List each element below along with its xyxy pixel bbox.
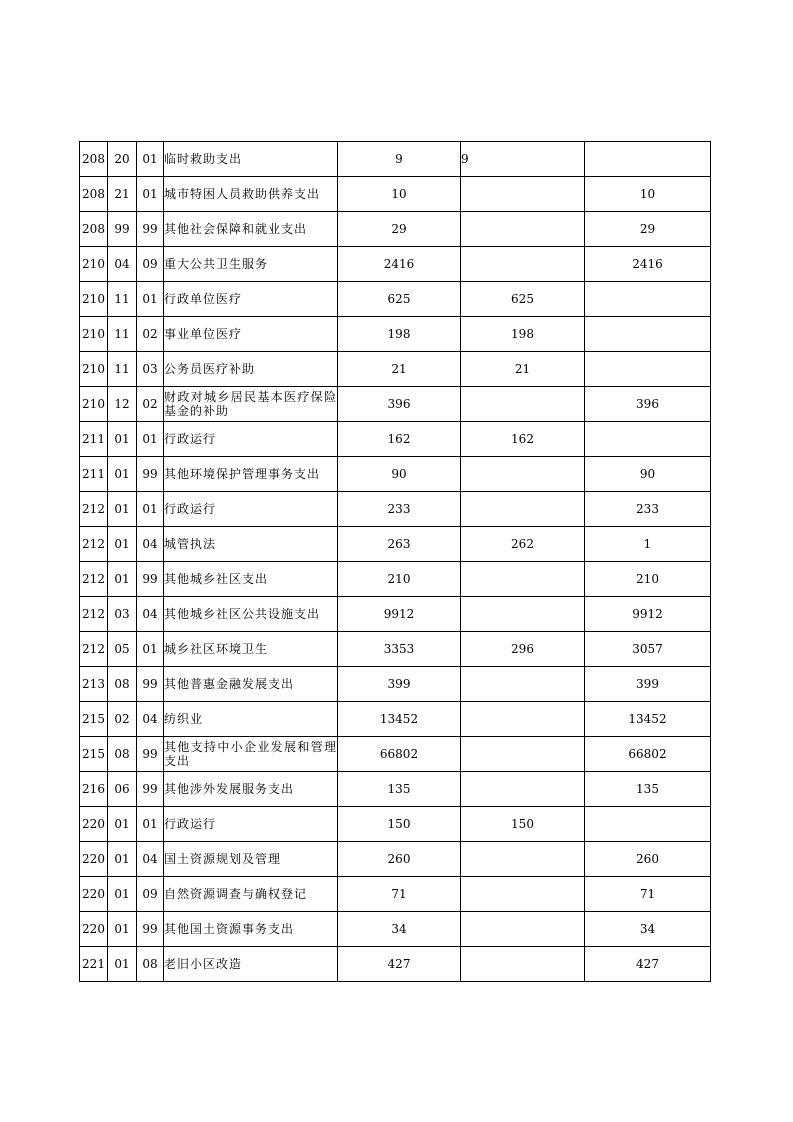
- basic-expenditure-cell: 162: [461, 422, 585, 457]
- section-code-cell: 01: [108, 562, 137, 597]
- section-code-cell: 03: [108, 597, 137, 632]
- total-amount-cell: 150: [338, 807, 461, 842]
- project-expenditure-cell: [585, 352, 711, 387]
- subject-name-cell: 行政运行: [164, 422, 338, 457]
- class-code-cell: 215: [80, 737, 108, 772]
- table-row: [80, 212, 711, 247]
- item-code-cell: 01: [137, 807, 164, 842]
- project-expenditure-cell: 210: [585, 562, 711, 597]
- table-row: [80, 422, 711, 457]
- item-code-cell: 01: [137, 632, 164, 667]
- section-code-cell: 21: [108, 177, 137, 212]
- section-code-cell: 01: [108, 422, 137, 457]
- class-code-cell: 211: [80, 422, 108, 457]
- total-amount-cell: 162: [338, 422, 461, 457]
- class-code-cell: 212: [80, 632, 108, 667]
- project-expenditure-cell: 10: [585, 177, 711, 212]
- subject-name-cell: 国土资源规划及管理: [164, 842, 338, 877]
- total-amount-cell: 135: [338, 772, 461, 807]
- project-expenditure-cell: 71: [585, 877, 711, 912]
- project-expenditure-cell: [585, 422, 711, 457]
- subject-name-cell: 其他环境保护管理事务支出: [164, 457, 338, 492]
- item-code-cell: 04: [137, 842, 164, 877]
- basic-expenditure-cell: [461, 597, 585, 632]
- class-code-cell: 212: [80, 562, 108, 597]
- class-code-cell: 210: [80, 282, 108, 317]
- table-row: [80, 912, 711, 947]
- table-row: [80, 947, 711, 982]
- class-code-cell: 208: [80, 142, 108, 177]
- item-code-cell: 09: [137, 877, 164, 912]
- table-row: [80, 527, 711, 562]
- basic-expenditure-cell: [461, 457, 585, 492]
- section-code-cell: 01: [108, 842, 137, 877]
- subject-name-cell: 公务员医疗补助: [164, 352, 338, 387]
- item-code-cell: 02: [137, 317, 164, 352]
- table-row: [80, 387, 711, 422]
- class-code-cell: 212: [80, 597, 108, 632]
- item-code-cell: 01: [137, 492, 164, 527]
- project-expenditure-cell: 135: [585, 772, 711, 807]
- item-code-cell: 02: [137, 387, 164, 422]
- subject-name-cell: 老旧小区改造: [164, 947, 338, 982]
- table-row: [80, 282, 711, 317]
- item-code-cell: 99: [137, 212, 164, 247]
- table-body: [80, 142, 711, 982]
- total-amount-cell: 233: [338, 492, 461, 527]
- table-row: [80, 842, 711, 877]
- table-row: [80, 352, 711, 387]
- subject-name-cell: 其他国土资源事务支出: [164, 912, 338, 947]
- item-code-cell: 99: [137, 912, 164, 947]
- total-amount-cell: 13452: [338, 702, 461, 737]
- class-code-cell: 220: [80, 842, 108, 877]
- project-expenditure-cell: 2416: [585, 247, 711, 282]
- class-code-cell: 212: [80, 527, 108, 562]
- project-expenditure-cell: [585, 282, 711, 317]
- class-code-cell: 212: [80, 492, 108, 527]
- subject-name-cell: 行政运行: [164, 807, 338, 842]
- basic-expenditure-cell: [461, 702, 585, 737]
- subject-name-cell: 城管执法: [164, 527, 338, 562]
- table-row: [80, 877, 711, 912]
- basic-expenditure-cell: [461, 772, 585, 807]
- table-row: [80, 317, 711, 352]
- table-row: [80, 737, 711, 772]
- project-expenditure-cell: 399: [585, 667, 711, 702]
- subject-name-cell: 纺织业: [164, 702, 338, 737]
- project-expenditure-cell: [585, 142, 711, 177]
- section-code-cell: 06: [108, 772, 137, 807]
- class-code-cell: 216: [80, 772, 108, 807]
- section-code-cell: 05: [108, 632, 137, 667]
- subject-name-cell: 其他涉外发展服务支出: [164, 772, 338, 807]
- item-code-cell: 99: [137, 457, 164, 492]
- subject-name-cell: 城乡社区环境卫生: [164, 632, 338, 667]
- budget-table-page: [79, 141, 707, 982]
- basic-expenditure-cell: [461, 387, 585, 422]
- subject-name-cell: 其他支持中小企业发展和管理支出: [164, 737, 338, 772]
- item-code-cell: 01: [137, 177, 164, 212]
- class-code-cell: 208: [80, 212, 108, 247]
- project-expenditure-cell: 396: [585, 387, 711, 422]
- project-expenditure-cell: 3057: [585, 632, 711, 667]
- basic-expenditure-cell: [461, 177, 585, 212]
- subject-name-cell: 其他城乡社区支出: [164, 562, 338, 597]
- section-code-cell: 11: [108, 317, 137, 352]
- item-code-cell: 09: [137, 247, 164, 282]
- project-expenditure-cell: [585, 807, 711, 842]
- project-expenditure-cell: 427: [585, 947, 711, 982]
- class-code-cell: 210: [80, 352, 108, 387]
- total-amount-cell: 9912: [338, 597, 461, 632]
- class-code-cell: 213: [80, 667, 108, 702]
- table-row: [80, 772, 711, 807]
- item-code-cell: 01: [137, 422, 164, 457]
- subject-name-cell: 行政运行: [164, 492, 338, 527]
- project-expenditure-cell: 1: [585, 527, 711, 562]
- total-amount-cell: 90: [338, 457, 461, 492]
- basic-expenditure-cell: 150: [461, 807, 585, 842]
- class-code-cell: 215: [80, 702, 108, 737]
- project-expenditure-cell: 9912: [585, 597, 711, 632]
- section-code-cell: 01: [108, 947, 137, 982]
- table-row: [80, 632, 711, 667]
- item-code-cell: 04: [137, 597, 164, 632]
- total-amount-cell: 427: [338, 947, 461, 982]
- table-row: [80, 807, 711, 842]
- subject-name-cell: 其他城乡社区公共设施支出: [164, 597, 338, 632]
- table-row: [80, 142, 711, 177]
- class-code-cell: 210: [80, 387, 108, 422]
- total-amount-cell: 260: [338, 842, 461, 877]
- section-code-cell: 99: [108, 212, 137, 247]
- basic-expenditure-cell: 198: [461, 317, 585, 352]
- section-code-cell: 01: [108, 492, 137, 527]
- section-code-cell: 11: [108, 352, 137, 387]
- section-code-cell: 01: [108, 807, 137, 842]
- subject-name-cell: 财政对城乡居民基本医疗保险基金的补助: [164, 387, 338, 422]
- item-code-cell: 99: [137, 562, 164, 597]
- total-amount-cell: 34: [338, 912, 461, 947]
- table-row: [80, 177, 711, 212]
- subject-name-cell: 其他社会保障和就业支出: [164, 212, 338, 247]
- basic-expenditure-cell: 9: [461, 142, 585, 177]
- section-code-cell: 11: [108, 282, 137, 317]
- section-code-cell: 08: [108, 667, 137, 702]
- class-code-cell: 220: [80, 877, 108, 912]
- subject-name-cell: 其他普惠金融发展支出: [164, 667, 338, 702]
- table-row: [80, 492, 711, 527]
- class-code-cell: 210: [80, 247, 108, 282]
- total-amount-cell: 10: [338, 177, 461, 212]
- basic-expenditure-cell: [461, 562, 585, 597]
- budget-expenditure-table: [79, 141, 711, 982]
- total-amount-cell: 399: [338, 667, 461, 702]
- class-code-cell: 210: [80, 317, 108, 352]
- item-code-cell: 01: [137, 142, 164, 177]
- table-row: [80, 667, 711, 702]
- section-code-cell: 12: [108, 387, 137, 422]
- basic-expenditure-cell: 296: [461, 632, 585, 667]
- basic-expenditure-cell: [461, 737, 585, 772]
- basic-expenditure-cell: [461, 947, 585, 982]
- table-row: [80, 702, 711, 737]
- total-amount-cell: 396: [338, 387, 461, 422]
- basic-expenditure-cell: [461, 877, 585, 912]
- total-amount-cell: 3353: [338, 632, 461, 667]
- total-amount-cell: 29: [338, 212, 461, 247]
- table-row: [80, 597, 711, 632]
- total-amount-cell: 198: [338, 317, 461, 352]
- class-code-cell: 208: [80, 177, 108, 212]
- section-code-cell: 04: [108, 247, 137, 282]
- total-amount-cell: 71: [338, 877, 461, 912]
- item-code-cell: 99: [137, 667, 164, 702]
- table-row: [80, 562, 711, 597]
- basic-expenditure-cell: [461, 667, 585, 702]
- basic-expenditure-cell: 625: [461, 282, 585, 317]
- basic-expenditure-cell: [461, 247, 585, 282]
- class-code-cell: 211: [80, 457, 108, 492]
- basic-expenditure-cell: [461, 212, 585, 247]
- class-code-cell: 221: [80, 947, 108, 982]
- subject-name-cell: 城市特困人员救助供养支出: [164, 177, 338, 212]
- section-code-cell: 02: [108, 702, 137, 737]
- total-amount-cell: 21: [338, 352, 461, 387]
- item-code-cell: 03: [137, 352, 164, 387]
- total-amount-cell: 210: [338, 562, 461, 597]
- class-code-cell: 220: [80, 807, 108, 842]
- table-row: [80, 247, 711, 282]
- total-amount-cell: 66802: [338, 737, 461, 772]
- section-code-cell: 01: [108, 527, 137, 562]
- item-code-cell: 99: [137, 772, 164, 807]
- section-code-cell: 20: [108, 142, 137, 177]
- basic-expenditure-cell: [461, 842, 585, 877]
- project-expenditure-cell: 13452: [585, 702, 711, 737]
- subject-name-cell: 事业单位医疗: [164, 317, 338, 352]
- section-code-cell: 08: [108, 737, 137, 772]
- project-expenditure-cell: 90: [585, 457, 711, 492]
- item-code-cell: 04: [137, 702, 164, 737]
- project-expenditure-cell: [585, 317, 711, 352]
- basic-expenditure-cell: [461, 492, 585, 527]
- total-amount-cell: 9: [338, 142, 461, 177]
- project-expenditure-cell: 29: [585, 212, 711, 247]
- section-code-cell: 01: [108, 912, 137, 947]
- item-code-cell: 04: [137, 527, 164, 562]
- project-expenditure-cell: 66802: [585, 737, 711, 772]
- basic-expenditure-cell: 21: [461, 352, 585, 387]
- total-amount-cell: 625: [338, 282, 461, 317]
- section-code-cell: 01: [108, 457, 137, 492]
- item-code-cell: 99: [137, 737, 164, 772]
- table-row: [80, 457, 711, 492]
- project-expenditure-cell: 233: [585, 492, 711, 527]
- total-amount-cell: 2416: [338, 247, 461, 282]
- project-expenditure-cell: 260: [585, 842, 711, 877]
- item-code-cell: 01: [137, 282, 164, 317]
- item-code-cell: 08: [137, 947, 164, 982]
- subject-name-cell: 行政单位医疗: [164, 282, 338, 317]
- subject-name-cell: 重大公共卫生服务: [164, 247, 338, 282]
- subject-name-cell: 临时救助支出: [164, 142, 338, 177]
- subject-name-cell: 自然资源调查与确权登记: [164, 877, 338, 912]
- class-code-cell: 220: [80, 912, 108, 947]
- section-code-cell: 01: [108, 877, 137, 912]
- project-expenditure-cell: 34: [585, 912, 711, 947]
- total-amount-cell: 263: [338, 527, 461, 562]
- basic-expenditure-cell: 262: [461, 527, 585, 562]
- basic-expenditure-cell: [461, 912, 585, 947]
